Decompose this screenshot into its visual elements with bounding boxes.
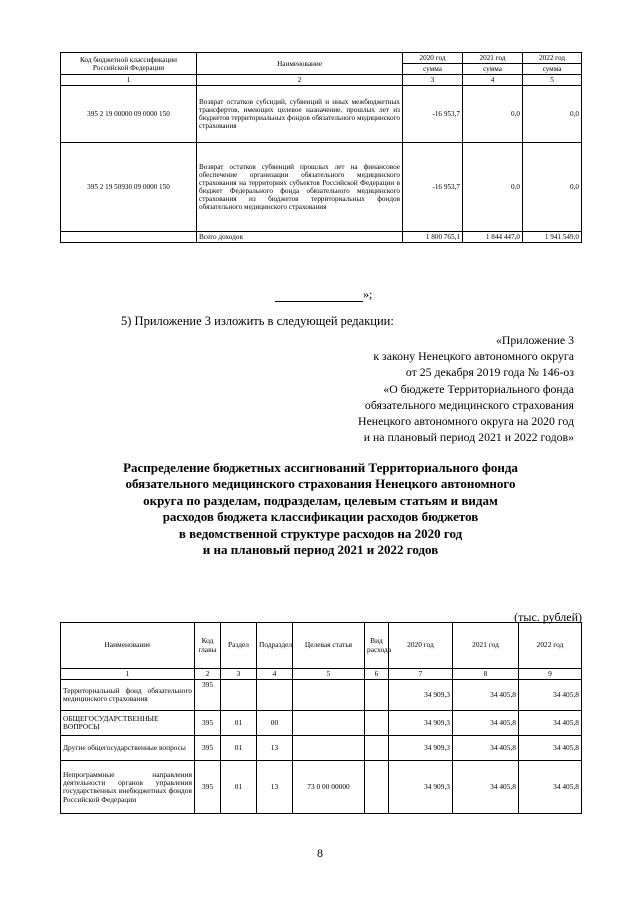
header-sum: сумма [523, 64, 582, 75]
kind-cell [365, 711, 389, 736]
header-section: Раздел [221, 623, 257, 669]
value-2020: -16 953,7 [403, 86, 463, 143]
section-title: Распределение бюджетных ассигнований Территориального фонда обязательного медицинского страхования Ненецкого автономного округа по разделам, подразделам, целевым статьям и видам расходов бюджета классификации расходов бюджетов в ведомственной структуре расходов на 2020 год и на плановый период 2021 и 2022 годов [123, 460, 518, 558]
header-sum: сумма [463, 64, 523, 75]
name-cell: Непрограммные направления деятельности органов управления государственных внебюджетных фондов Российской Федерации [61, 761, 195, 814]
value-2022: 34 405,8 [519, 680, 582, 711]
header-sum: сумма [403, 64, 463, 75]
header-name: Наименование [197, 53, 403, 75]
header-code: Код бюджетной классификации Российской Федерации [61, 53, 197, 75]
total-row [61, 232, 582, 243]
column-number-row: 1 2 3 4 5 6 7 8 9 [61, 669, 582, 680]
value-2020: 34 909,3 [389, 711, 453, 736]
header-code: Код главы [195, 623, 221, 669]
value-2021: 34 405,8 [453, 736, 519, 761]
budget-table [60, 622, 582, 814]
code-cell: 395 [195, 761, 221, 814]
kind-cell [365, 736, 389, 761]
value-2021: 34 405,8 [453, 711, 519, 736]
header-subsection: Подраздел [257, 623, 293, 669]
closing-mark: »; [275, 287, 372, 302]
value-2021: 0,0 [463, 86, 523, 143]
table-row [61, 761, 582, 814]
code-cell: 395 [195, 711, 221, 736]
section-cell: 01 [221, 761, 257, 814]
value-2022: 0,0 [523, 86, 582, 143]
name-cell: Территориальный фонд обязательного медицинского страхования [61, 680, 195, 711]
header-2022: 2022 год [519, 623, 582, 669]
total-2022: 1 941 549,0 [523, 232, 582, 243]
target-cell [293, 711, 365, 736]
value-2022: 34 405,8 [519, 736, 582, 761]
kind-cell [365, 761, 389, 814]
subsection-cell: 00 [257, 711, 293, 736]
value-2021: 34 405,8 [453, 761, 519, 814]
table-row [61, 680, 582, 711]
header-2020: 2020 год [389, 623, 453, 669]
amendment-item: 5) Приложение 3 изложить в следующей редакции: [121, 314, 394, 328]
name-cell: ОБЩЕГОСУДАРСТВЕННЫЕ ВОПРОСЫ [61, 711, 195, 736]
subsection-cell [257, 680, 293, 711]
table-row [61, 736, 582, 761]
kind-cell [365, 680, 389, 711]
name-cell: Возврат остатков субсидий, субвенций и иных межбюджетных трансфертов, имеющих целевое назначение, прошлых лет из бюджетов территориальных фондов обязательного медицинского страхования [197, 86, 403, 143]
header-target: Целевая статья [293, 623, 365, 669]
target-cell [293, 680, 365, 711]
table-row [61, 711, 582, 736]
value-2020: 34 909,3 [389, 736, 453, 761]
header-2022: 2022 год [523, 53, 582, 64]
header-2020: 2020 год [403, 53, 463, 64]
value-2020: 34 909,3 [389, 761, 453, 814]
name-cell: Другие общегосударственные вопросы [61, 736, 195, 761]
value-2020: -16 953,7 [403, 143, 463, 232]
value-2022: 34 405,8 [519, 711, 582, 736]
total-2021: 1 844 447,0 [463, 232, 523, 243]
header-2021: 2021 год [453, 623, 519, 669]
header-name: Наименование [61, 623, 195, 669]
code-cell: 395 2 19 50930 09 0000 150 [61, 143, 197, 232]
code-cell: 395 [195, 680, 221, 711]
value-2021: 0,0 [463, 143, 523, 232]
section-cell: 01 [221, 736, 257, 761]
table-row [61, 143, 582, 232]
subsection-cell: 13 [257, 761, 293, 814]
section-cell: 01 [221, 711, 257, 736]
table-row [61, 86, 582, 143]
code-cell: 395 2 19 00000 09 0000 150 [61, 86, 197, 143]
name-cell: Возврат остатков субвенций прошлых лет на финансовое обеспечение организации обязательного медицинского страхования на территориях субъектов Российской Федерации в бюджет Федерального фонда обязательного медицинского страхования из бюджетов территориальных фондов обязательного медицинского страхования [197, 143, 403, 232]
income-table [60, 52, 582, 243]
code-cell: 395 [195, 736, 221, 761]
total-2020: 1 800 765,1 [403, 232, 463, 243]
appendix-reference: «Приложение 3 к закону Ненецкого автономного округа от 25 декабря 2019 года № 146-оз «О бюджете Территориального фонда обязательного медицинского страхования Ненецкого автономного округа на 2020 год и на плановый период 2021 и 2022 годов» [358, 333, 574, 445]
target-cell [293, 736, 365, 761]
section-cell [221, 680, 257, 711]
value-2022: 0,0 [523, 143, 582, 232]
value-2021: 34 405,8 [453, 680, 519, 711]
subsection-cell: 13 [257, 736, 293, 761]
units-label: (тыс. рублей) [514, 610, 582, 624]
column-number-row: 1 2 3 4 5 [61, 75, 582, 86]
page-number: 8 [317, 846, 323, 860]
header-kind: Вид расхода [365, 623, 389, 669]
target-cell: 73 0 00 00000 [293, 761, 365, 814]
total-label: Всего доходов [197, 232, 403, 243]
header-2021: 2021 год [463, 53, 523, 64]
value-2020: 34 909,3 [389, 680, 453, 711]
blank-line [275, 291, 363, 302]
value-2022: 34 405,8 [519, 761, 582, 814]
